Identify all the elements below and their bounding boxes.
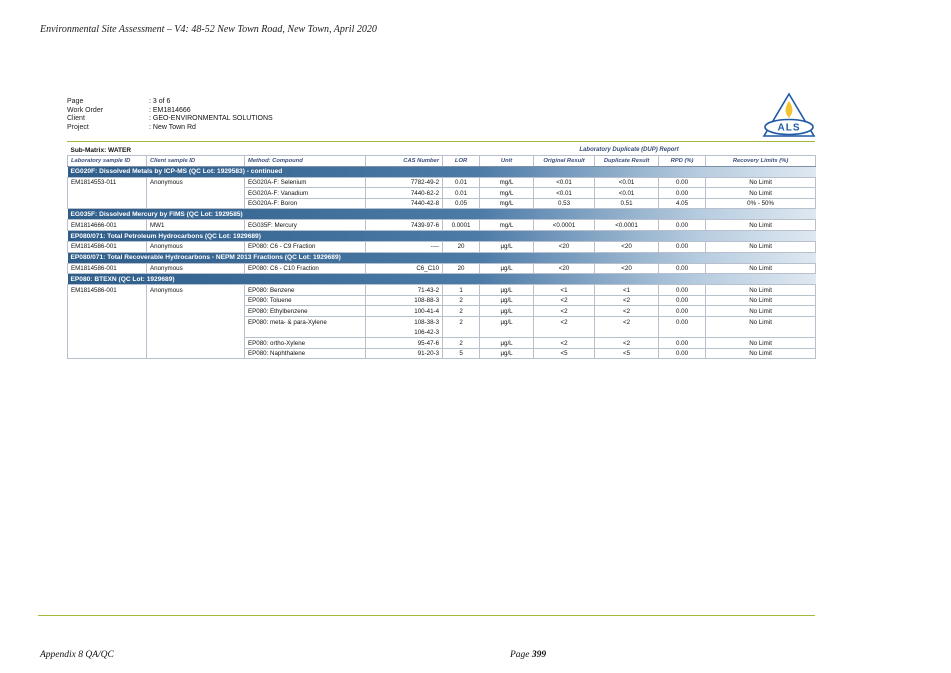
client-sample-id: Anonymous bbox=[147, 242, 245, 253]
lor: 20 bbox=[443, 242, 480, 253]
cas-number: C6_C10 bbox=[366, 263, 443, 274]
empty-cell bbox=[147, 295, 245, 306]
section-title: EP080/071: Total Petroleum Hydrocarbons (QC Lot: 1929689) bbox=[68, 231, 816, 242]
rpd: 0.00 bbox=[659, 242, 706, 253]
cas-number: 7440-62-2 bbox=[366, 188, 443, 199]
client-sample-id: Anonymous bbox=[147, 285, 245, 296]
table-row-continuation bbox=[68, 327, 816, 338]
cas-number: 91-20-3 bbox=[366, 348, 443, 359]
lor: 1 bbox=[443, 285, 480, 296]
column-header: Duplicate Result bbox=[595, 156, 659, 167]
original-result: <5 bbox=[534, 348, 595, 359]
footer-rule bbox=[38, 615, 815, 616]
duplicate-result: <1 bbox=[595, 285, 659, 296]
section-header-row bbox=[68, 166, 816, 177]
empty-cell bbox=[68, 295, 147, 306]
rpd: 0.00 bbox=[659, 306, 706, 317]
cas-number: ---- bbox=[366, 242, 443, 253]
table-row bbox=[68, 242, 816, 253]
header-rule bbox=[67, 141, 815, 142]
meta-value: : 3 of 6 bbox=[149, 98, 171, 105]
meta-row-work-order bbox=[67, 107, 273, 116]
compound: EP080: C6 - C10 Fraction bbox=[245, 263, 366, 274]
lab-sample-id: EM1814666-001 bbox=[68, 220, 147, 231]
compound: EG035F: Mercury bbox=[245, 220, 366, 231]
empty-cell bbox=[68, 338, 147, 349]
compound: EG020A-F: Selenium bbox=[245, 177, 366, 188]
recovery-limits: No Limit bbox=[706, 338, 816, 349]
duplicate-result: <20 bbox=[595, 263, 659, 274]
cas-number: 100-41-4 bbox=[366, 306, 443, 317]
meta-key: Work Order bbox=[67, 106, 104, 114]
table-row bbox=[68, 338, 816, 349]
empty-cell bbox=[245, 327, 366, 338]
duplicate-result: <2 bbox=[595, 306, 659, 317]
als-logo-text: ALS bbox=[777, 122, 801, 134]
duplicate-result: <0.01 bbox=[595, 188, 659, 199]
unit: mg/L bbox=[480, 177, 534, 188]
rpd: 0.00 bbox=[659, 348, 706, 359]
meta-key: Page bbox=[67, 98, 84, 105]
compound: EG020A-F: Vanadium bbox=[245, 188, 366, 199]
rpd: 0.00 bbox=[659, 177, 706, 188]
duplicate-report-table bbox=[67, 145, 816, 359]
duplicate-result: <20 bbox=[595, 242, 659, 253]
meta-value: : EM1814666 bbox=[149, 106, 191, 114]
recovery-limits: No Limit bbox=[706, 188, 816, 199]
table-row bbox=[68, 285, 816, 296]
meta-row-project bbox=[67, 124, 273, 133]
duplicate-result: <0.0001 bbox=[595, 220, 659, 231]
unit: µg/L bbox=[480, 338, 534, 349]
cas-number: 95-47-6 bbox=[366, 338, 443, 349]
table-row bbox=[68, 348, 816, 359]
empty-cell bbox=[595, 327, 659, 338]
recovery-limits: No Limit bbox=[706, 285, 816, 296]
empty-cell bbox=[147, 338, 245, 349]
column-header: Recovery Limits (%) bbox=[706, 156, 816, 167]
rpd: 4.05 bbox=[659, 198, 706, 209]
client-sample-id: Anonymous bbox=[147, 263, 245, 274]
column-header: Client sample ID bbox=[147, 156, 245, 167]
footer-page-number bbox=[510, 650, 546, 660]
rpd: 0.00 bbox=[659, 285, 706, 296]
duplicate-result: <0.01 bbox=[595, 177, 659, 188]
original-result: <20 bbox=[534, 242, 595, 253]
lor: 0.0001 bbox=[443, 220, 480, 231]
column-header: Original Result bbox=[534, 156, 595, 167]
original-result: 0.53 bbox=[534, 198, 595, 209]
table-row bbox=[68, 306, 816, 317]
table-row bbox=[68, 198, 816, 209]
original-result: <2 bbox=[534, 338, 595, 349]
compound: EP080: Benzene bbox=[245, 285, 366, 296]
column-header: RPD (%) bbox=[659, 156, 706, 167]
compound: EP080: meta- & para-Xylene bbox=[245, 317, 366, 328]
empty-cell bbox=[147, 198, 245, 209]
duplicate-report-title: Laboratory Duplicate (DUP) Report bbox=[443, 145, 816, 156]
recovery-limits: No Limit bbox=[706, 317, 816, 328]
empty-cell bbox=[68, 348, 147, 359]
document-header: Environmental Site Assessment – V4: 48-52 New Town Road, New Town, April 2020 bbox=[40, 24, 377, 35]
original-result: <2 bbox=[534, 306, 595, 317]
cas-number: 108-88-3 bbox=[366, 295, 443, 306]
lab-sample-id: EM1814553-011 bbox=[68, 177, 147, 188]
client-sample-id: Anonymous bbox=[147, 177, 245, 188]
meta-key: Project bbox=[67, 123, 89, 131]
lor: 0.01 bbox=[443, 177, 480, 188]
table-row bbox=[68, 177, 816, 188]
meta-row-client bbox=[67, 115, 273, 124]
empty-cell bbox=[147, 306, 245, 317]
section-title: EP080: BTEXN (QC Lot: 1929689) bbox=[68, 274, 816, 285]
unit: µg/L bbox=[480, 306, 534, 317]
table-row bbox=[68, 188, 816, 199]
lor: 5 bbox=[443, 348, 480, 359]
duplicate-result: <5 bbox=[595, 348, 659, 359]
unit: mg/L bbox=[480, 198, 534, 209]
section-title: EP080/071: Total Recoverable Hydrocarbons - NEPM 2013 Fractions (QC Lot: 1929689) bbox=[68, 252, 816, 263]
meta-value: : GEO-ENVIRONMENTAL SOLUTIONS bbox=[149, 115, 273, 123]
unit: µg/L bbox=[480, 348, 534, 359]
empty-cell bbox=[147, 348, 245, 359]
table-body bbox=[68, 145, 816, 359]
recovery-limits: No Limit bbox=[706, 220, 816, 231]
unit: µg/L bbox=[480, 263, 534, 274]
column-header: Unit bbox=[480, 156, 534, 167]
unit: µg/L bbox=[480, 295, 534, 306]
unit: µg/L bbox=[480, 317, 534, 328]
recovery-limits: No Limit bbox=[706, 242, 816, 253]
unit: µg/L bbox=[480, 242, 534, 253]
lor: 20 bbox=[443, 263, 480, 274]
table-row bbox=[68, 263, 816, 274]
footer-appendix-label: Appendix 8 QA/QC bbox=[40, 650, 114, 660]
section-title: EG020F: Dissolved Metals by ICP-MS (QC Lot: 1929583) - continued bbox=[68, 166, 816, 177]
rpd: 0.00 bbox=[659, 295, 706, 306]
recovery-limits: No Limit bbox=[706, 263, 816, 274]
cas-number: 71-43-2 bbox=[366, 285, 443, 296]
meta-value: : New Town Rd bbox=[149, 123, 196, 131]
als-logo bbox=[762, 92, 816, 138]
duplicate-result: <2 bbox=[595, 338, 659, 349]
section-header-row bbox=[68, 274, 816, 285]
lor: 2 bbox=[443, 317, 480, 328]
lor: 2 bbox=[443, 306, 480, 317]
unit: mg/L bbox=[480, 220, 534, 231]
lor: 2 bbox=[443, 295, 480, 306]
submatrix-label: Sub-Matrix: WATER bbox=[68, 145, 443, 156]
lab-sample-id: EM1814586-001 bbox=[68, 263, 147, 274]
report-meta bbox=[67, 98, 273, 132]
empty-cell bbox=[659, 327, 706, 338]
column-header: Method: Compound bbox=[245, 156, 366, 167]
lab-sample-id: EM1814586-001 bbox=[68, 242, 147, 253]
recovery-limits: No Limit bbox=[706, 295, 816, 306]
recovery-limits: No Limit bbox=[706, 306, 816, 317]
unit: mg/L bbox=[480, 188, 534, 199]
empty-cell bbox=[534, 327, 595, 338]
empty-cell bbox=[68, 188, 147, 199]
empty-cell bbox=[706, 327, 816, 338]
rpd: 0.00 bbox=[659, 220, 706, 231]
column-header: CAS Number bbox=[366, 156, 443, 167]
lor: 0.05 bbox=[443, 198, 480, 209]
table-title-row bbox=[68, 145, 816, 156]
client-sample-id: MW1 bbox=[147, 220, 245, 231]
compound: EP080: Toluene bbox=[245, 295, 366, 306]
lor: 2 bbox=[443, 338, 480, 349]
table-row bbox=[68, 317, 816, 328]
meta-row-page bbox=[67, 98, 273, 107]
unit: µg/L bbox=[480, 285, 534, 296]
footer-page-label: Page bbox=[510, 650, 530, 660]
column-header-row bbox=[68, 156, 816, 167]
recovery-limits: No Limit bbox=[706, 348, 816, 359]
cas-number: 108-38-3 bbox=[366, 317, 443, 328]
empty-cell bbox=[68, 317, 147, 328]
compound: EG020A-F: Boron bbox=[245, 198, 366, 209]
compound: EP080: ortho-Xylene bbox=[245, 338, 366, 349]
empty-cell bbox=[68, 327, 147, 338]
original-result: <0.01 bbox=[534, 188, 595, 199]
compound: EP080: Naphthalene bbox=[245, 348, 366, 359]
table-row bbox=[68, 220, 816, 231]
empty-cell bbox=[147, 317, 245, 328]
duplicate-result: 0.51 bbox=[595, 198, 659, 209]
recovery-limits: No Limit bbox=[706, 177, 816, 188]
cas-number: 7440-42-8 bbox=[366, 198, 443, 209]
meta-key: Client bbox=[67, 115, 85, 123]
section-header-row bbox=[68, 252, 816, 263]
empty-cell bbox=[68, 306, 147, 317]
empty-cell bbox=[147, 327, 245, 338]
rpd: 0.00 bbox=[659, 188, 706, 199]
duplicate-result: <2 bbox=[595, 295, 659, 306]
original-result: <1 bbox=[534, 285, 595, 296]
compound: EP080: Ethylbenzene bbox=[245, 306, 366, 317]
empty-cell bbox=[147, 188, 245, 199]
original-result: <0.01 bbox=[534, 177, 595, 188]
cas-number: 7439-97-6 bbox=[366, 220, 443, 231]
empty-cell bbox=[443, 327, 480, 338]
empty-cell bbox=[68, 198, 147, 209]
section-header-row bbox=[68, 209, 816, 220]
section-header-row bbox=[68, 231, 816, 242]
recovery-limits: 0% - 50% bbox=[706, 198, 816, 209]
rpd: 0.00 bbox=[659, 317, 706, 328]
original-result: <2 bbox=[534, 295, 595, 306]
duplicate-result: <2 bbox=[595, 317, 659, 328]
original-result: <2 bbox=[534, 317, 595, 328]
cas-number-secondary: 106-42-3 bbox=[366, 327, 443, 338]
original-result: <20 bbox=[534, 263, 595, 274]
empty-cell bbox=[480, 327, 534, 338]
column-header: Laboratory sample ID bbox=[68, 156, 147, 167]
rpd: 0.00 bbox=[659, 338, 706, 349]
column-header: LOR bbox=[443, 156, 480, 167]
section-title: EG035F: Dissolved Mercury by FIMS (QC Lot: 1929585) bbox=[68, 209, 816, 220]
compound: EP080: C6 - C9 Fraction bbox=[245, 242, 366, 253]
cas-number: 7782-49-2 bbox=[366, 177, 443, 188]
footer-page-value: 399 bbox=[531, 650, 547, 660]
lor: 0.01 bbox=[443, 188, 480, 199]
rpd: 0.00 bbox=[659, 263, 706, 274]
table-row bbox=[68, 295, 816, 306]
lab-sample-id: EM1814586-001 bbox=[68, 285, 147, 296]
original-result: <0.0001 bbox=[534, 220, 595, 231]
